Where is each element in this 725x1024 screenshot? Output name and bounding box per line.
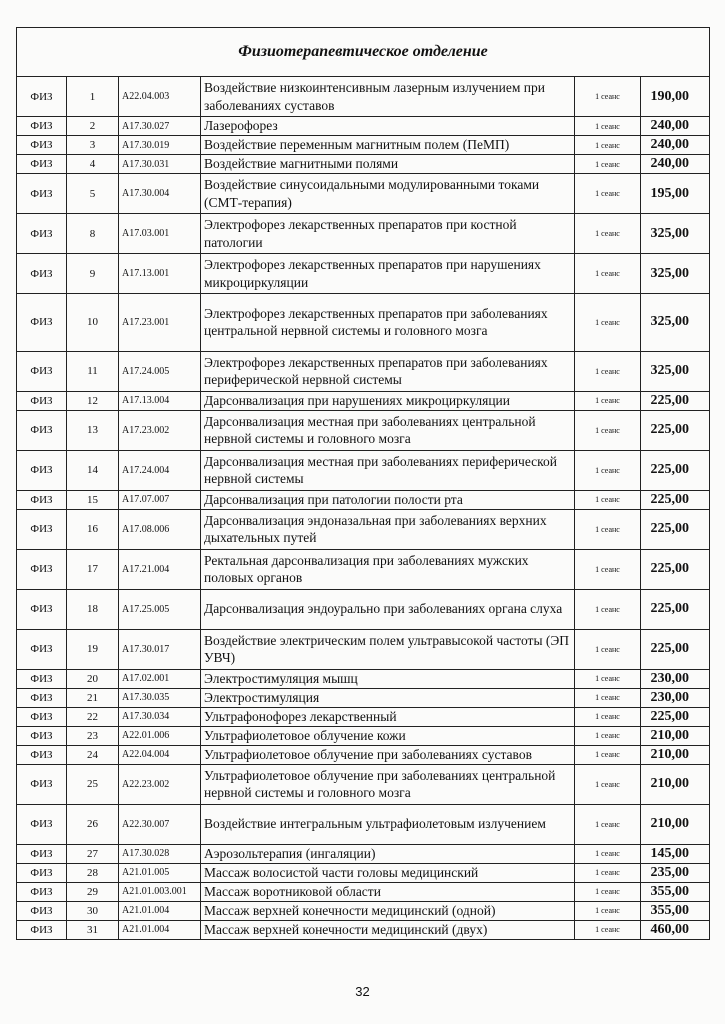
department-cell: ФИЗ	[17, 707, 67, 726]
row-number-cell: 16	[67, 509, 119, 549]
department-cell: ФИЗ	[17, 844, 67, 863]
table-row	[17, 254, 710, 294]
price-cell: 225,00	[641, 391, 710, 410]
table-row	[17, 391, 710, 410]
unit-cell: 1 сеанс	[575, 410, 641, 450]
table-row	[17, 589, 710, 629]
unit-cell: 1 сеанс	[575, 490, 641, 509]
table-row	[17, 882, 710, 901]
unit-cell: 1 сеанс	[575, 549, 641, 589]
service-code-cell: A17.30.019	[119, 136, 201, 155]
service-name-cell: Ультрафонофорез лекарственный	[201, 707, 575, 726]
row-number-cell: 12	[67, 391, 119, 410]
table-row	[17, 669, 710, 688]
row-number-cell: 4	[67, 155, 119, 174]
unit-cell: 1 сеанс	[575, 509, 641, 549]
section-title: Физиотерапевтическое отделение	[17, 28, 710, 77]
table-row	[17, 490, 710, 509]
price-cell: 225,00	[641, 490, 710, 509]
table-row	[17, 844, 710, 863]
department-cell: ФИЗ	[17, 901, 67, 920]
service-code-cell: A17.30.031	[119, 155, 201, 174]
row-number-cell: 2	[67, 117, 119, 136]
department-cell: ФИЗ	[17, 294, 67, 352]
service-name-cell: Массаж верхней конечности медицинский (двух)	[201, 920, 575, 939]
department-cell: ФИЗ	[17, 509, 67, 549]
price-cell: 225,00	[641, 629, 710, 669]
row-number-cell: 30	[67, 901, 119, 920]
price-cell: 325,00	[641, 351, 710, 391]
row-number-cell: 3	[67, 136, 119, 155]
service-name-cell: Электростимуляция	[201, 688, 575, 707]
service-code-cell: A17.23.001	[119, 294, 201, 352]
service-code-cell: A17.13.001	[119, 254, 201, 294]
department-cell: ФИЗ	[17, 351, 67, 391]
unit-cell: 1 сеанс	[575, 174, 641, 214]
unit-cell: 1 сеанс	[575, 77, 641, 117]
service-code-cell: A17.07.007	[119, 490, 201, 509]
price-cell: 225,00	[641, 450, 710, 490]
unit-cell: 1 сеанс	[575, 745, 641, 764]
price-cell: 210,00	[641, 726, 710, 745]
service-name-cell: Воздействие магнитными полями	[201, 155, 575, 174]
service-name-cell: Воздействие низкоинтенсивным лазерным излучением при заболеваниях суставов	[201, 77, 575, 117]
department-cell: ФИЗ	[17, 726, 67, 745]
department-cell: ФИЗ	[17, 589, 67, 629]
service-name-cell: Массаж волосистой части головы медицинский	[201, 863, 575, 882]
row-number-cell: 1	[67, 77, 119, 117]
service-code-cell: A17.30.028	[119, 844, 201, 863]
row-number-cell: 18	[67, 589, 119, 629]
service-code-cell: A22.04.004	[119, 745, 201, 764]
service-name-cell: Электрофорез лекарственных препаратов при заболеваниях периферической нервной системы	[201, 351, 575, 391]
service-name-cell: Ультрафиолетовое облучение при заболеваниях суставов	[201, 745, 575, 764]
table-row	[17, 688, 710, 707]
department-cell: ФИЗ	[17, 136, 67, 155]
unit-cell: 1 сеанс	[575, 669, 641, 688]
table-row	[17, 117, 710, 136]
service-name-cell: Воздействие электрическим полем ультравысокой частоты (ЭП УВЧ)	[201, 629, 575, 669]
price-cell: 325,00	[641, 254, 710, 294]
service-name-cell: Электрофорез лекарственных препаратов при костной патологии	[201, 214, 575, 254]
service-code-cell: A17.30.035	[119, 688, 201, 707]
row-number-cell: 20	[67, 669, 119, 688]
price-cell: 355,00	[641, 882, 710, 901]
department-cell: ФИЗ	[17, 688, 67, 707]
service-code-cell: A17.08.006	[119, 509, 201, 549]
row-number-cell: 31	[67, 920, 119, 939]
service-name-cell: Электрофорез лекарственных препаратов при заболеваниях центральной нервной системы и головного мозга	[201, 294, 575, 352]
service-name-cell: Массаж верхней конечности медицинский (одной)	[201, 901, 575, 920]
department-cell: ФИЗ	[17, 391, 67, 410]
service-name-cell: Дарсонвализация местная при заболеваниях центральной нервной системы и головного мозга	[201, 410, 575, 450]
service-name-cell: Дарсонвализация местная при заболеваниях периферической нервной системы	[201, 450, 575, 490]
department-cell: ФИЗ	[17, 214, 67, 254]
row-number-cell: 19	[67, 629, 119, 669]
service-code-cell: A21.01.004	[119, 901, 201, 920]
service-code-cell: A17.24.004	[119, 450, 201, 490]
unit-cell: 1 сеанс	[575, 117, 641, 136]
unit-cell: 1 сеанс	[575, 844, 641, 863]
table-row	[17, 410, 710, 450]
table-row	[17, 450, 710, 490]
price-cell: 225,00	[641, 410, 710, 450]
service-code-cell: A17.30.004	[119, 174, 201, 214]
price-cell: 355,00	[641, 901, 710, 920]
table-row	[17, 764, 710, 804]
price-cell: 240,00	[641, 155, 710, 174]
service-name-cell: Электростимуляция мышц	[201, 669, 575, 688]
service-name-cell: Дарсонвализация эндоназальная при заболеваниях верхних дыхательных путей	[201, 509, 575, 549]
price-cell: 225,00	[641, 707, 710, 726]
service-code-cell: A17.30.034	[119, 707, 201, 726]
row-number-cell: 11	[67, 351, 119, 391]
row-number-cell: 28	[67, 863, 119, 882]
department-cell: ФИЗ	[17, 669, 67, 688]
price-cell: 230,00	[641, 688, 710, 707]
table-row	[17, 351, 710, 391]
service-name-cell: Воздействие переменным магнитным полем (ПеМП)	[201, 136, 575, 155]
unit-cell: 1 сеанс	[575, 882, 641, 901]
price-cell: 145,00	[641, 844, 710, 863]
table-row	[17, 136, 710, 155]
service-code-cell: A22.01.006	[119, 726, 201, 745]
service-name-cell: Ректальная дарсонвализация при заболеваниях мужских половых органов	[201, 549, 575, 589]
price-cell: 225,00	[641, 589, 710, 629]
table-row	[17, 863, 710, 882]
service-code-cell: A17.03.001	[119, 214, 201, 254]
unit-cell: 1 сеанс	[575, 254, 641, 294]
row-number-cell: 13	[67, 410, 119, 450]
table-row	[17, 629, 710, 669]
table-row	[17, 549, 710, 589]
table-row	[17, 707, 710, 726]
price-cell: 210,00	[641, 745, 710, 764]
table-row	[17, 726, 710, 745]
unit-cell: 1 сеанс	[575, 901, 641, 920]
table-row	[17, 901, 710, 920]
row-number-cell: 29	[67, 882, 119, 901]
service-name-cell: Массаж воротниковой области	[201, 882, 575, 901]
department-cell: ФИЗ	[17, 629, 67, 669]
unit-cell: 1 сеанс	[575, 450, 641, 490]
price-cell: 325,00	[641, 214, 710, 254]
unit-cell: 1 сеанс	[575, 726, 641, 745]
unit-cell: 1 сеанс	[575, 863, 641, 882]
price-cell: 195,00	[641, 174, 710, 214]
service-name-cell: Ультрафиолетовое облучение кожи	[201, 726, 575, 745]
department-cell: ФИЗ	[17, 882, 67, 901]
row-number-cell: 9	[67, 254, 119, 294]
service-name-cell: Дарсонвализация при нарушениях микроциркуляции	[201, 391, 575, 410]
table-row	[17, 804, 710, 844]
row-number-cell: 24	[67, 745, 119, 764]
table-row	[17, 920, 710, 939]
price-cell: 235,00	[641, 863, 710, 882]
department-cell: ФИЗ	[17, 410, 67, 450]
row-number-cell: 5	[67, 174, 119, 214]
price-cell: 460,00	[641, 920, 710, 939]
unit-cell: 1 сеанс	[575, 920, 641, 939]
service-code-cell: A17.13.004	[119, 391, 201, 410]
unit-cell: 1 сеанс	[575, 764, 641, 804]
price-cell: 230,00	[641, 669, 710, 688]
unit-cell: 1 сеанс	[575, 707, 641, 726]
page-number: 32	[355, 984, 370, 999]
price-cell: 190,00	[641, 77, 710, 117]
department-cell: ФИЗ	[17, 745, 67, 764]
price-cell: 240,00	[641, 117, 710, 136]
table-row	[17, 155, 710, 174]
table-body	[17, 77, 710, 940]
table-row	[17, 745, 710, 764]
service-name-cell: Дарсонвализация эндоурально при заболеваниях органа слуха	[201, 589, 575, 629]
price-cell: 240,00	[641, 136, 710, 155]
price-cell: 225,00	[641, 549, 710, 589]
row-number-cell: 10	[67, 294, 119, 352]
unit-cell: 1 сеанс	[575, 294, 641, 352]
service-code-cell: A17.21.004	[119, 549, 201, 589]
department-cell: ФИЗ	[17, 490, 67, 509]
department-cell: ФИЗ	[17, 549, 67, 589]
service-code-cell: A17.24.005	[119, 351, 201, 391]
unit-cell: 1 сеанс	[575, 629, 641, 669]
service-code-cell: A21.01.003.001	[119, 882, 201, 901]
service-code-cell: A21.01.005	[119, 863, 201, 882]
service-code-cell: A17.25.005	[119, 589, 201, 629]
unit-cell: 1 сеанс	[575, 136, 641, 155]
row-number-cell: 14	[67, 450, 119, 490]
table-row	[17, 509, 710, 549]
row-number-cell: 21	[67, 688, 119, 707]
price-cell: 210,00	[641, 764, 710, 804]
price-list-sheet	[16, 27, 709, 940]
department-cell: ФИЗ	[17, 77, 67, 117]
service-name-cell: Воздействие интегральным ультрафиолетовым излучением	[201, 804, 575, 844]
service-name-cell: Электрофорез лекарственных препаратов при нарушениях микроциркуляции	[201, 254, 575, 294]
price-table	[16, 27, 710, 940]
row-number-cell: 8	[67, 214, 119, 254]
department-cell: ФИЗ	[17, 174, 67, 214]
table-row	[17, 174, 710, 214]
row-number-cell: 25	[67, 764, 119, 804]
service-name-cell: Ультрафиолетовое облучение при заболеваниях центральной нервной системы и головного мозга	[201, 764, 575, 804]
unit-cell: 1 сеанс	[575, 155, 641, 174]
table-row	[17, 77, 710, 117]
department-cell: ФИЗ	[17, 764, 67, 804]
row-number-cell: 15	[67, 490, 119, 509]
table-row	[17, 294, 710, 352]
unit-cell: 1 сеанс	[575, 688, 641, 707]
department-cell: ФИЗ	[17, 117, 67, 136]
department-cell: ФИЗ	[17, 804, 67, 844]
service-code-cell: A21.01.004	[119, 920, 201, 939]
unit-cell: 1 сеанс	[575, 214, 641, 254]
department-cell: ФИЗ	[17, 863, 67, 882]
service-name-cell: Дарсонвализация при патологии полости рта	[201, 490, 575, 509]
department-cell: ФИЗ	[17, 920, 67, 939]
service-name-cell: Аэрозольтерапия (ингаляции)	[201, 844, 575, 863]
department-cell: ФИЗ	[17, 450, 67, 490]
unit-cell: 1 сеанс	[575, 804, 641, 844]
price-cell: 210,00	[641, 804, 710, 844]
service-code-cell: A17.30.027	[119, 117, 201, 136]
section-header-row	[17, 28, 710, 77]
price-cell: 225,00	[641, 509, 710, 549]
row-number-cell: 23	[67, 726, 119, 745]
row-number-cell: 27	[67, 844, 119, 863]
service-code-cell: A17.02.001	[119, 669, 201, 688]
service-name-cell: Воздействие синусоидальными модулированными токами (СМТ-терапия)	[201, 174, 575, 214]
unit-cell: 1 сеанс	[575, 351, 641, 391]
service-code-cell: A22.30.007	[119, 804, 201, 844]
service-name-cell: Лазерофорез	[201, 117, 575, 136]
unit-cell: 1 сеанс	[575, 589, 641, 629]
row-number-cell: 22	[67, 707, 119, 726]
service-code-cell: A22.04.003	[119, 77, 201, 117]
price-cell: 325,00	[641, 294, 710, 352]
row-number-cell: 26	[67, 804, 119, 844]
department-cell: ФИЗ	[17, 155, 67, 174]
unit-cell: 1 сеанс	[575, 391, 641, 410]
service-code-cell: A17.30.017	[119, 629, 201, 669]
service-code-cell: A22.23.002	[119, 764, 201, 804]
department-cell: ФИЗ	[17, 254, 67, 294]
table-row	[17, 214, 710, 254]
row-number-cell: 17	[67, 549, 119, 589]
service-code-cell: A17.23.002	[119, 410, 201, 450]
